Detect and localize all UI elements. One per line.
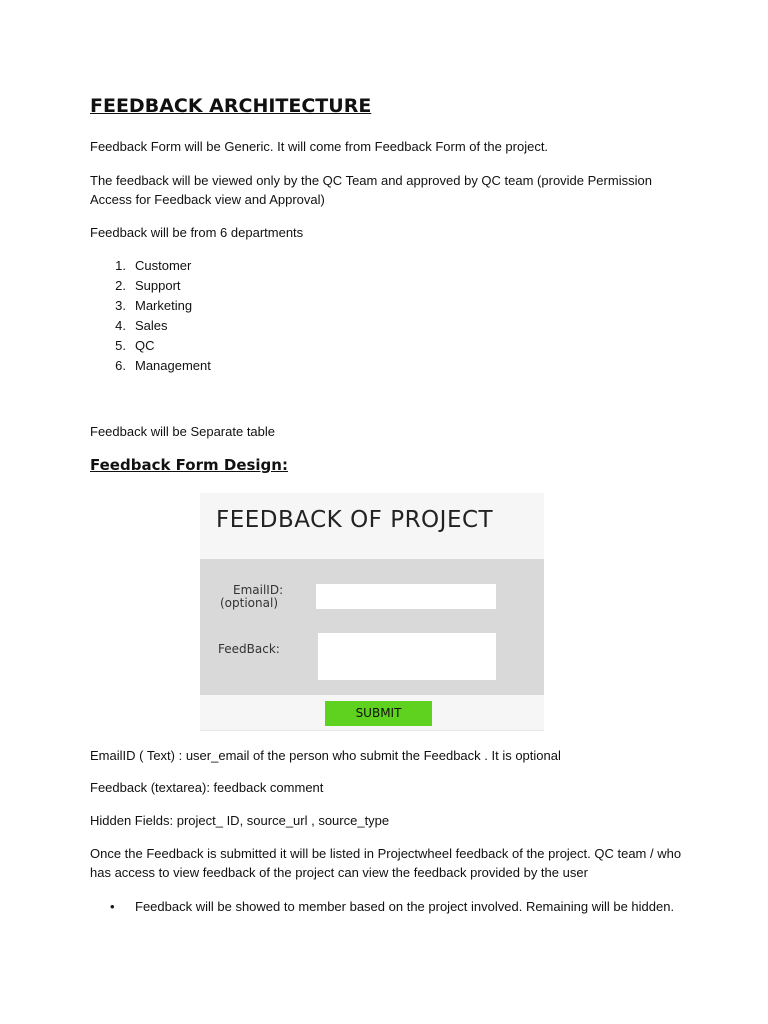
list-label: Customer (135, 258, 192, 273)
form-body (200, 559, 544, 695)
submit-button[interactable]: SUBMIT (325, 701, 432, 726)
feedback-form-mockup (200, 493, 544, 730)
list-number: 4. (115, 318, 126, 333)
field-description-feedback: Feedback (textarea): feedback comment (90, 780, 324, 795)
list-label: Management (135, 358, 211, 373)
paragraph-qc-permission: The feedback will be viewed only by the QC Team and approved by QC team (provide Permission Access for Feedback view and Approval) (90, 173, 652, 207)
form-header (200, 493, 544, 559)
field-description-hidden: Hidden Fields: project_ ID, source_url , source_type (90, 813, 390, 828)
email-label (220, 584, 300, 610)
feedback-label: FeedBack: (218, 642, 280, 656)
email-label-line1: EmailID: (233, 583, 284, 597)
email-label-line2: (optional) (220, 596, 278, 610)
list-label: Support (135, 278, 181, 293)
paragraph-generic-form: Feedback Form will be Generic. It will come from Feedback Form of the project. (90, 139, 549, 154)
bullet-text: Feedback will be showed to member based on the project involved. Remaining will be hidden. (135, 899, 675, 914)
list-label: QC (135, 338, 155, 353)
paragraph-separate-table: Feedback will be Separate table (90, 424, 276, 439)
field-description-email: EmailID ( Text) : user_email of the person who submit the Feedback . It is optional (90, 748, 561, 763)
form-title: FEEDBACK OF PROJECT (216, 507, 494, 533)
list-label: Sales (135, 318, 168, 333)
form-design-heading: Feedback Form Design: (90, 456, 288, 474)
email-field[interactable] (316, 584, 496, 609)
list-number: 3. (115, 298, 126, 313)
list-label: Marketing (135, 298, 193, 313)
paragraph-departments-intro: Feedback will be from 6 departments (90, 225, 304, 240)
list-number: 2. (115, 278, 126, 293)
list-number: 5. (115, 338, 126, 353)
feedback-textarea[interactable] (318, 633, 496, 680)
form-footer (200, 695, 544, 731)
document-title: FEEDBACK ARCHITECTURE (90, 95, 372, 117)
bullet-dot-icon: • (110, 899, 115, 914)
paragraph-listing: Once the Feedback is submitted it will be listed in Projectwheel feedback of the project. QC team / who has access to view feedback of the project can view the feedback provided by the user (90, 846, 682, 880)
list-number: 6. (115, 358, 126, 373)
list-number: 1. (115, 258, 126, 273)
